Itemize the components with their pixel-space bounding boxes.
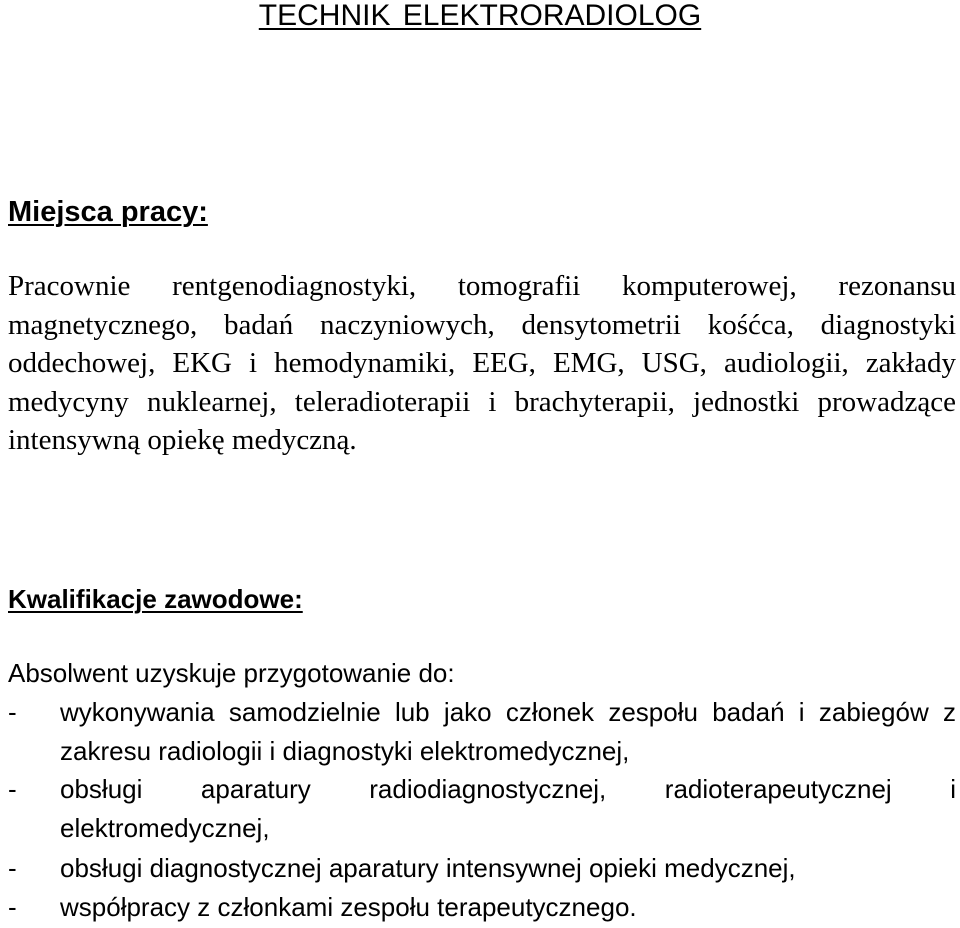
workplaces-paragraph: Pracownie rentgenodiagnostyki, tomografii komputerowej, rezonansu magnetycznego, badań naczyniowych, densytometrii kośćca, diagnostyki oddechowej, EKG i hemodynamiki, EEG, EMG, USG, audiologii, zakłady medycyny nuklearnej, teleradioterapii i brachyterapii, jednostki prowadzące intensywną opiekę medyczną.: [8, 270, 956, 456]
qualification-item: [8, 888, 956, 927]
list-dash: -: [8, 697, 17, 727]
list-dash: -: [8, 892, 17, 922]
qualification-item-text: obsługi aparatury radiodiagnostycznej, radioterapeutycznej i elektromedycznej,: [60, 774, 956, 843]
list-dash: -: [8, 853, 17, 883]
workplaces-heading: Miejsca pracy:: [8, 196, 208, 228]
qualifications-intro: Absolwent uzyskuje przygotowanie do:: [8, 658, 455, 688]
qualification-item: [8, 770, 956, 847]
qualification-item: [8, 849, 956, 888]
qualification-item-text: współpracy z członkami zespołu terapeutycznego.: [60, 892, 637, 922]
list-dash: -: [8, 774, 17, 804]
qualification-item-text: obsługi diagnostycznej aparatury intensywnej opieki medycznej,: [60, 853, 796, 883]
qualification-item-text: wykonywania samodzielnie lub jako członek zespołu badań i zabiegów z zakresu radiologii i diagnostyki elektromedycznej,: [60, 697, 956, 766]
qualification-item: [8, 693, 956, 770]
qualifications-heading: Kwalifikacje zawodowe:: [8, 584, 303, 614]
page-title: TECHNIK ELEKTRORADIOLOG: [258, 0, 702, 32]
